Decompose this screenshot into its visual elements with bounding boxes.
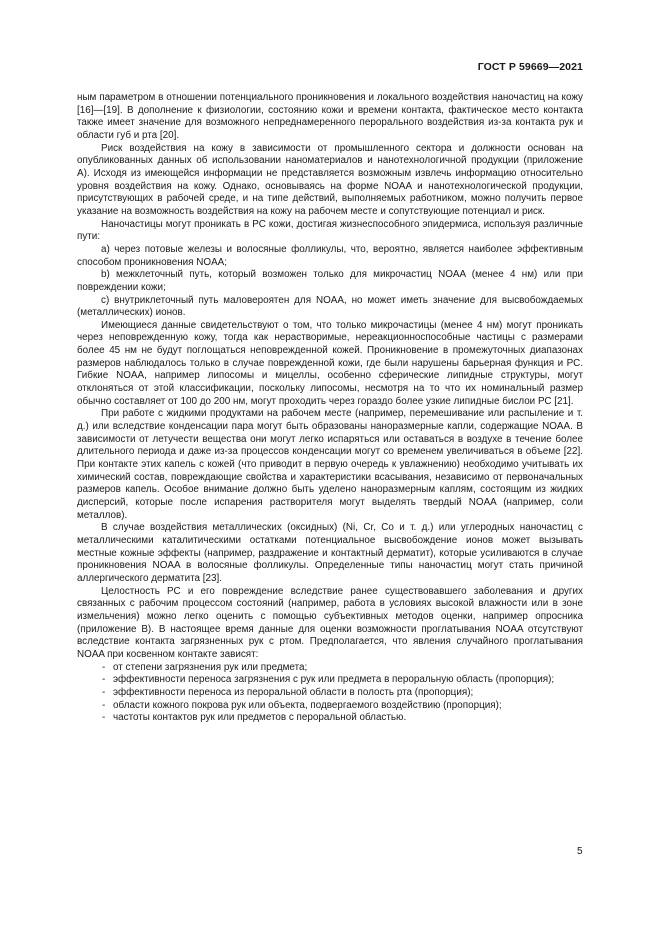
paragraph: ным параметром в отношении потенциального проникновения и локального воздействия наночастиц на кожу [16]—[19]. В дополнение к физиологии, состоянию кожи и времени контакта, фактическое место контакта также имеет значение для возможного непреднамеренного перорального воздействия из-за контакта рук и области губ и рта [20]. bbox=[77, 92, 583, 141]
list-dash: - bbox=[102, 699, 106, 711]
list-dash: - bbox=[102, 686, 106, 698]
list-item bbox=[77, 712, 583, 725]
list-item bbox=[77, 674, 583, 687]
list-dash: - bbox=[102, 712, 106, 724]
paragraph: Имеющиеся данные свидетельствуют о том, что только микрочастицы (менее 4 нм) могут проникать через неповрежденную кожу, тогда как нерастворимые, нереакционноспособные частицы с размерами более 45 нм не будут поглощаться неповрежденной кожей. Проникновение в промежуточных диапазонах размеров наблюдалось только в случае поврежденной кожи, где были нарушены барьерная функция и РС. Гибкие NOAA, например липосомы и мицеллы, особенно сферические липидные структуры, могут отклоняться от этой классификации, поскольку липосомы, несмотря на то что их номинальный размер обычно составляет от 100 до 200 нм, могут проходить через гораздо более узкие липидные бислои РС [21]. bbox=[77, 319, 583, 407]
paragraph: Риск воздействия на кожу в зависимости от промышленного сектора и должности основан на опубликованных данных об использовании наноматериалов и нанотехнологичной продукции (приложение А). Исходя из имеющейся информации не представляется возможным извлечь информацию относительно уровня воздействия на кожу. Однако, основываясь на форме NOAA и нанотехнологической продукции, присутствующих в рабочей среде, и на типе действий, выполняемых работником, можно получить первое указание на возможность воздействия на кожу на рабочем месте и сопутствующие потенциал и риск. bbox=[77, 142, 583, 217]
paragraph: Наночастицы могут проникать в РС кожи, достигая жизнеспособного эпидермиса, используя различные пути: bbox=[77, 218, 583, 243]
document-number: ГОСТ Р 59669—2021 bbox=[477, 61, 583, 73]
dependency-list bbox=[77, 662, 583, 725]
paragraph: b) межклеточный путь, который возможен только для микрочастиц NOAA (менее 4 нм) или при повреждении кожи; bbox=[77, 269, 583, 293]
list-item bbox=[77, 662, 583, 675]
list-item bbox=[77, 700, 583, 713]
list-item-text: области кожного покрова рук или объекта, подвергаемого воздействию (пропорция); bbox=[113, 699, 502, 711]
paragraph: а) через потовые железы и волосяные фолликулы, что, вероятно, является наиболее эффективным способом проникновения NOAA; bbox=[77, 243, 583, 268]
document-body bbox=[77, 92, 583, 725]
list-dash: - bbox=[102, 674, 106, 686]
list-item-text: от степени загрязнения рук или предмета; bbox=[113, 661, 308, 673]
paragraph: с) внутриклеточный путь маловероятен для NOAA, но может иметь значение для высвобождаемых (металлических) ионов. bbox=[77, 294, 583, 319]
list-item-text: эффективности переноса загрязнения с рук или предмета в пероральную область (пропорция); bbox=[113, 674, 555, 686]
page-number: 5 bbox=[577, 846, 583, 857]
paragraph: При работе с жидкими продуктами на рабочем месте (например, перемешивание или распыление и т. д.) или вследствие конденсации пара могут быть образованы наноразмерные капли, содержащие NOAA. В зависимости от летучести вещества они могут легко испаряться или оставаться в воздухе в течение более длительного периода и даже из-за процессов конденсации могут со временем увеличиваться в объеме [22]. При контакте этих капель с кожей (что приводит в первую очередь к увлажнению) необходимо учитывать их химический состав, повреждающие свойства и характеристики всасывания, независимо от первоначальных размеров капель. Особое внимание должно быть уделено наноразмерным каплям, состоящим из жидких дисперсий, которые после испарения растворителя могут выделять твердый NOAA (например, соли металлов). bbox=[77, 408, 583, 521]
list-item-text: эффективности переноса из пероральной области в полость рта (пропорция); bbox=[113, 686, 474, 698]
paragraph: Целостность РС и его повреждение вследствие ранее существовавшего заболевания и других связанных с рабочим процессом состояний (например, работа в условиях высокой влажности или в зоне измельчения) можно легко оценить с помощью субъективных методов оценки, например опросника (приложение В). В настоящее время данные для оценки возможности проглатывания NOAA отсутствуют вследствие контакта загрязненных рук с ртом. Предполагается, что явления случайного проглатывания NOAA при косвенном контакте зависят: bbox=[77, 585, 583, 660]
paragraph: В случае воздействия металлических (оксидных) (Ni, Cr, Co и т. д.) или углеродных наночастиц с металлическими каталитическими остатками потенциальное высвобождение ионов может вызывать местные кожные эффекты (например, раздражение и контактный дерматит), которые усиливаются в случае проникновения NOAA в волосяные фолликулы. Определенные типы наночастиц могут стать причиной аллергического дерматита [23]. bbox=[77, 522, 583, 584]
list-item bbox=[77, 687, 583, 700]
list-item-text: частоты контактов рук или предметов с пероральной областью. bbox=[113, 712, 407, 724]
list-dash: - bbox=[102, 661, 106, 673]
